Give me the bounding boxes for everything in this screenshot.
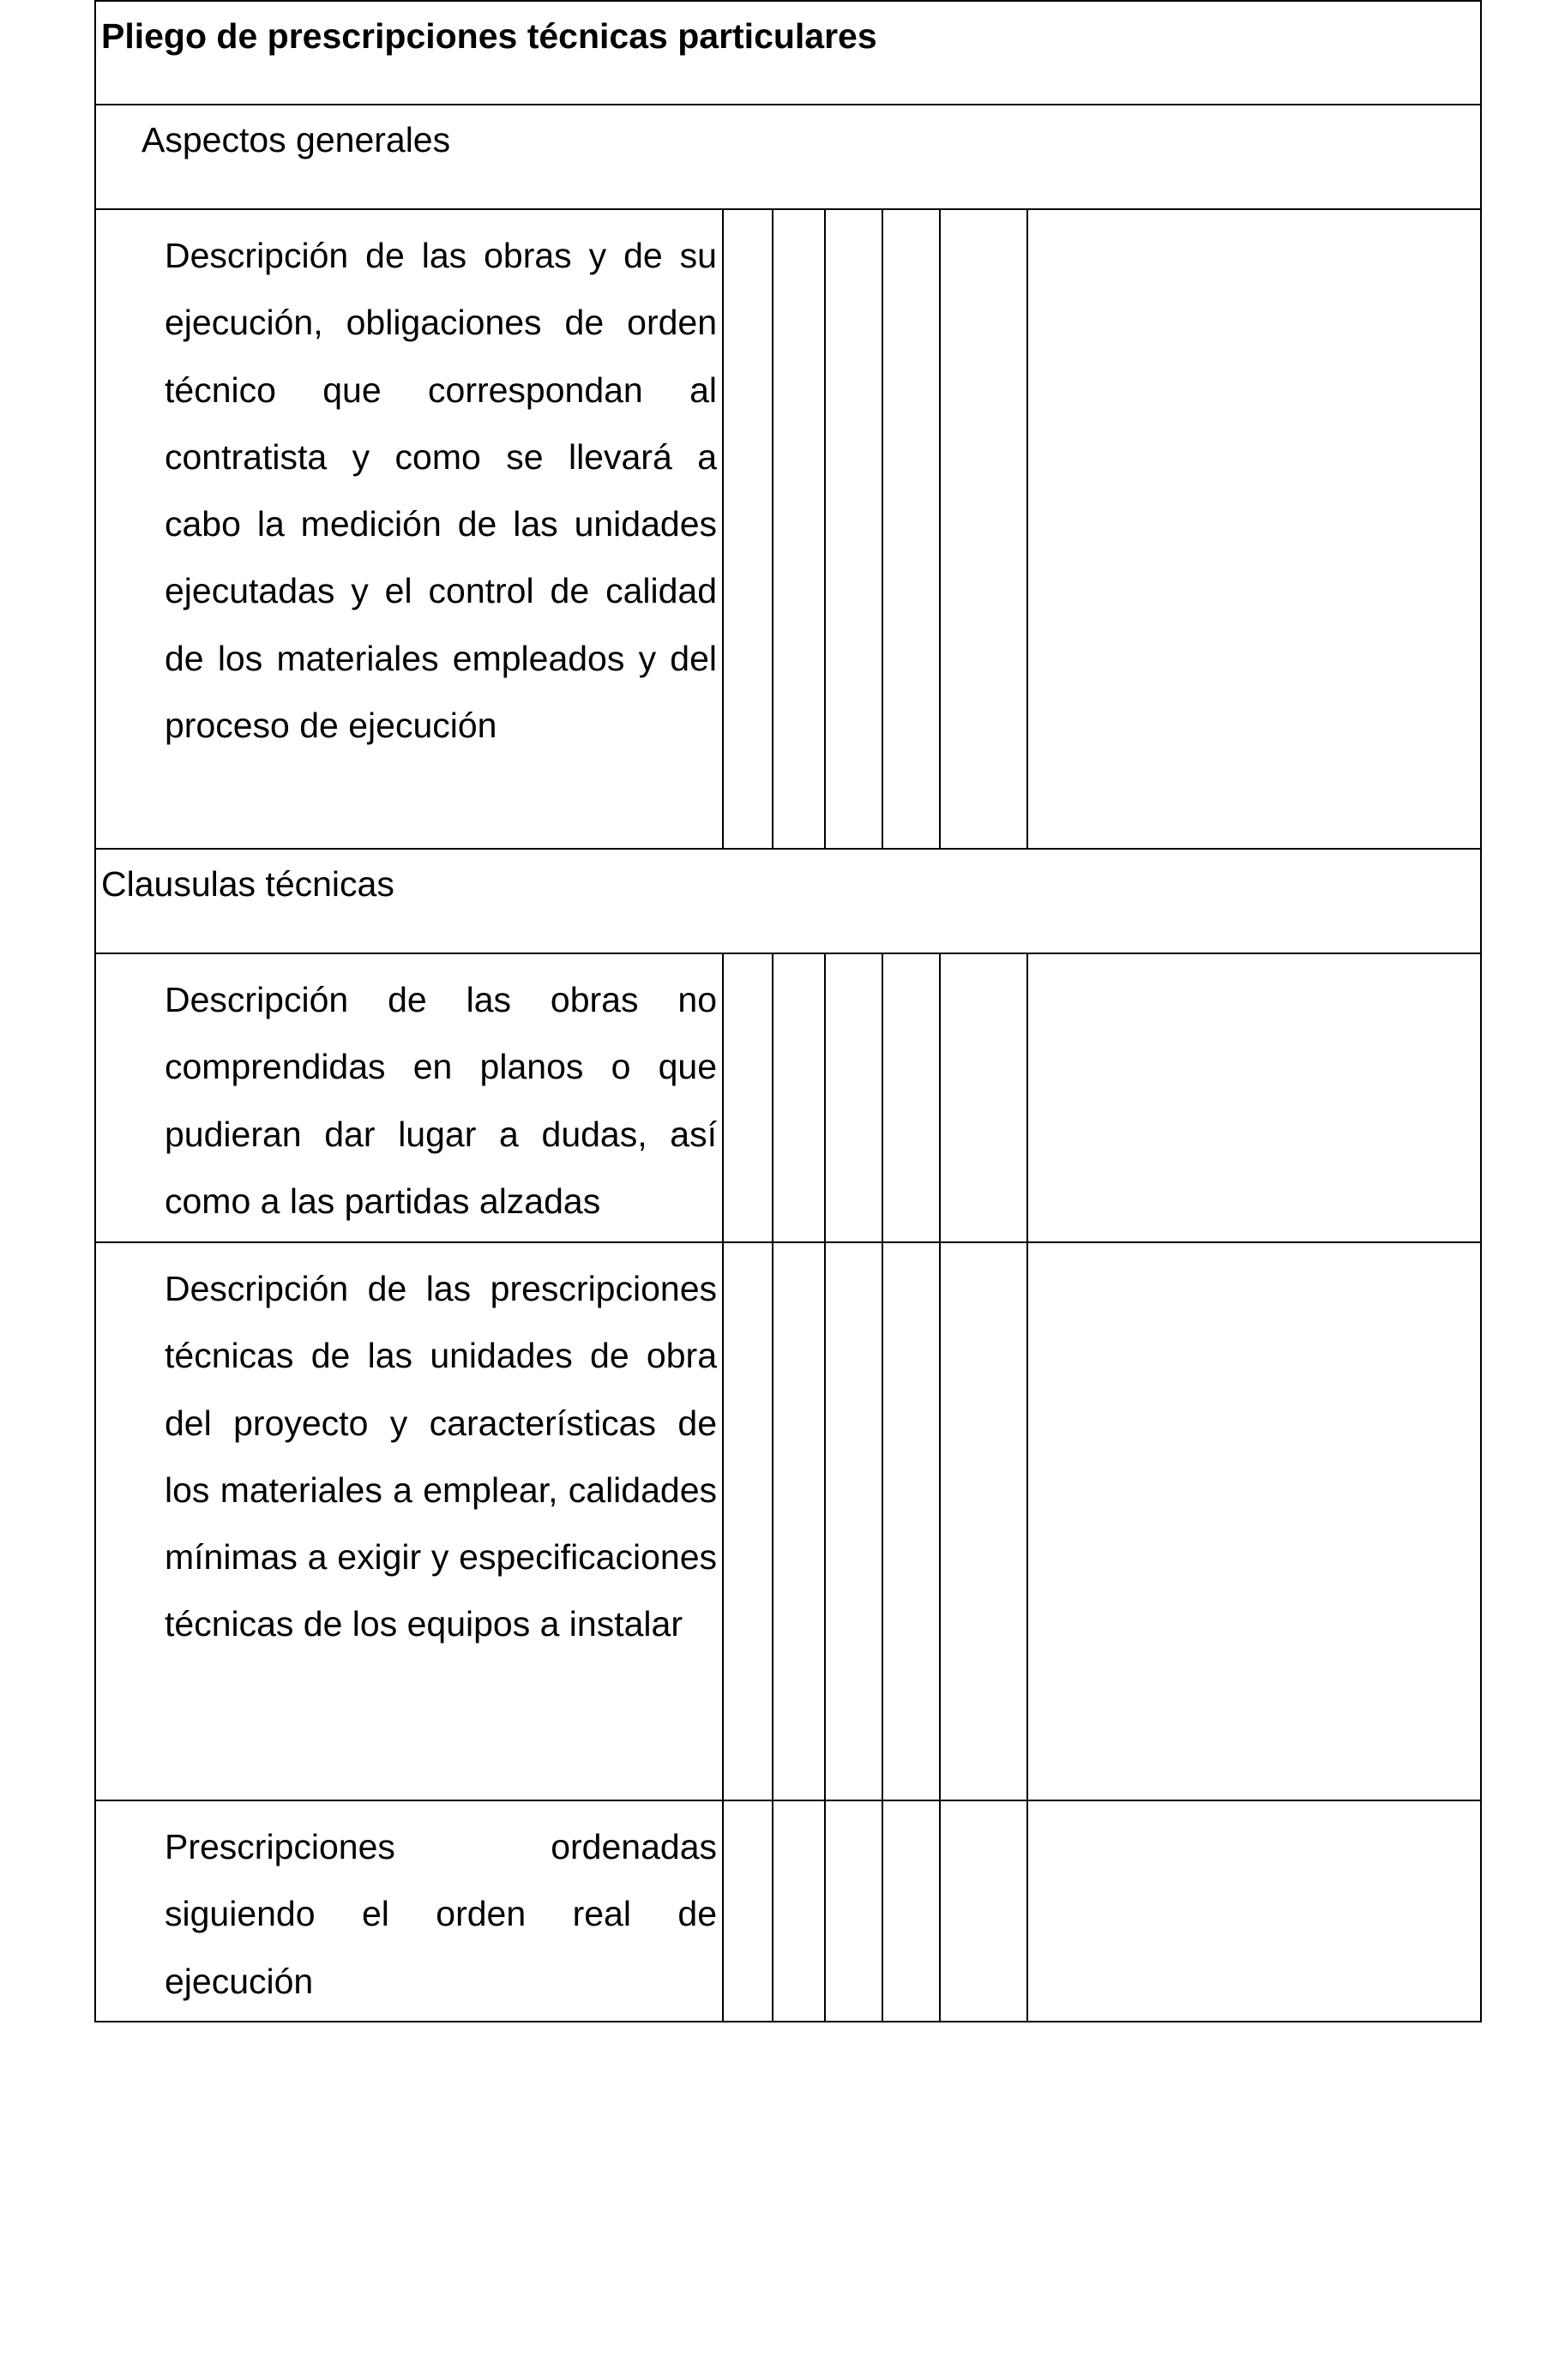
- check-cell-4[interactable]: [882, 953, 940, 1242]
- observations-cell[interactable]: [1027, 1242, 1481, 1800]
- table-row: [95, 1242, 1481, 1800]
- check-cell-5[interactable]: [940, 209, 1027, 849]
- table-title-cell: [95, 1, 1481, 105]
- table-title: Pliego de prescripciones técnicas particulares: [101, 16, 877, 56]
- table-title-row: [95, 1, 1481, 105]
- check-cell-5[interactable]: [940, 953, 1027, 1242]
- check-cell-2[interactable]: [773, 953, 825, 1242]
- check-cell-2[interactable]: [773, 209, 825, 849]
- check-cell-1[interactable]: [723, 209, 773, 849]
- section-heading-cell: [95, 105, 1481, 209]
- table-row: [95, 209, 1481, 849]
- observations-cell[interactable]: [1027, 209, 1481, 849]
- table-row: [95, 953, 1481, 1242]
- check-cell-1[interactable]: [723, 953, 773, 1242]
- observations-cell[interactable]: [1027, 1800, 1481, 2022]
- check-cell-3[interactable]: [825, 953, 882, 1242]
- section-heading-cell: [95, 849, 1481, 953]
- check-cell-2[interactable]: [773, 1242, 825, 1800]
- item-description-cell: [95, 1800, 723, 2022]
- item-description-cell: [95, 1242, 723, 1800]
- check-cell-4[interactable]: [882, 209, 940, 849]
- item-description: Descripción de las obras no comprendidas en planos o que pudieran dar lugar a dudas, así como a las partidas alzadas: [165, 980, 717, 1221]
- check-cell-5[interactable]: [940, 1242, 1027, 1800]
- check-cell-2[interactable]: [773, 1800, 825, 2022]
- section-row-clausulas-tecnicas: [95, 849, 1481, 953]
- item-description: Descripción de las prescripciones técnicas de las unidades de obra del proyecto y características de los materiales a emplear, calidades mínimas a exigir y especificaciones técnicas de los equipos a instalar: [165, 1269, 717, 1644]
- prescriptions-checklist-table: [94, 0, 1482, 2022]
- check-cell-1[interactable]: [723, 1800, 773, 2022]
- section-heading: Clausulas técnicas: [101, 864, 394, 904]
- item-description-cell: [95, 953, 723, 1242]
- item-description-cell: [95, 209, 723, 849]
- check-cell-3[interactable]: [825, 1242, 882, 1800]
- table-row: [95, 1800, 1481, 2022]
- section-heading: Aspectos generales: [141, 120, 451, 159]
- section-row-aspectos-generales: [95, 105, 1481, 209]
- check-cell-4[interactable]: [882, 1242, 940, 1800]
- check-cell-5[interactable]: [940, 1800, 1027, 2022]
- check-cell-3[interactable]: [825, 209, 882, 849]
- item-description: Descripción de las obras y de su ejecución, obligaciones de orden técnico que correspondan al contratista y como se llevará a cabo la medición de las unidades ejecutadas y el control de calidad de los materiales empleados y del proceso de ejecución: [165, 236, 717, 746]
- check-cell-1[interactable]: [723, 1242, 773, 1800]
- check-cell-4[interactable]: [882, 1800, 940, 2022]
- item-description: Prescripciones ordenadas siguiendo el orden real de ejecución: [165, 1827, 717, 2001]
- observations-cell[interactable]: [1027, 953, 1481, 1242]
- check-cell-3[interactable]: [825, 1800, 882, 2022]
